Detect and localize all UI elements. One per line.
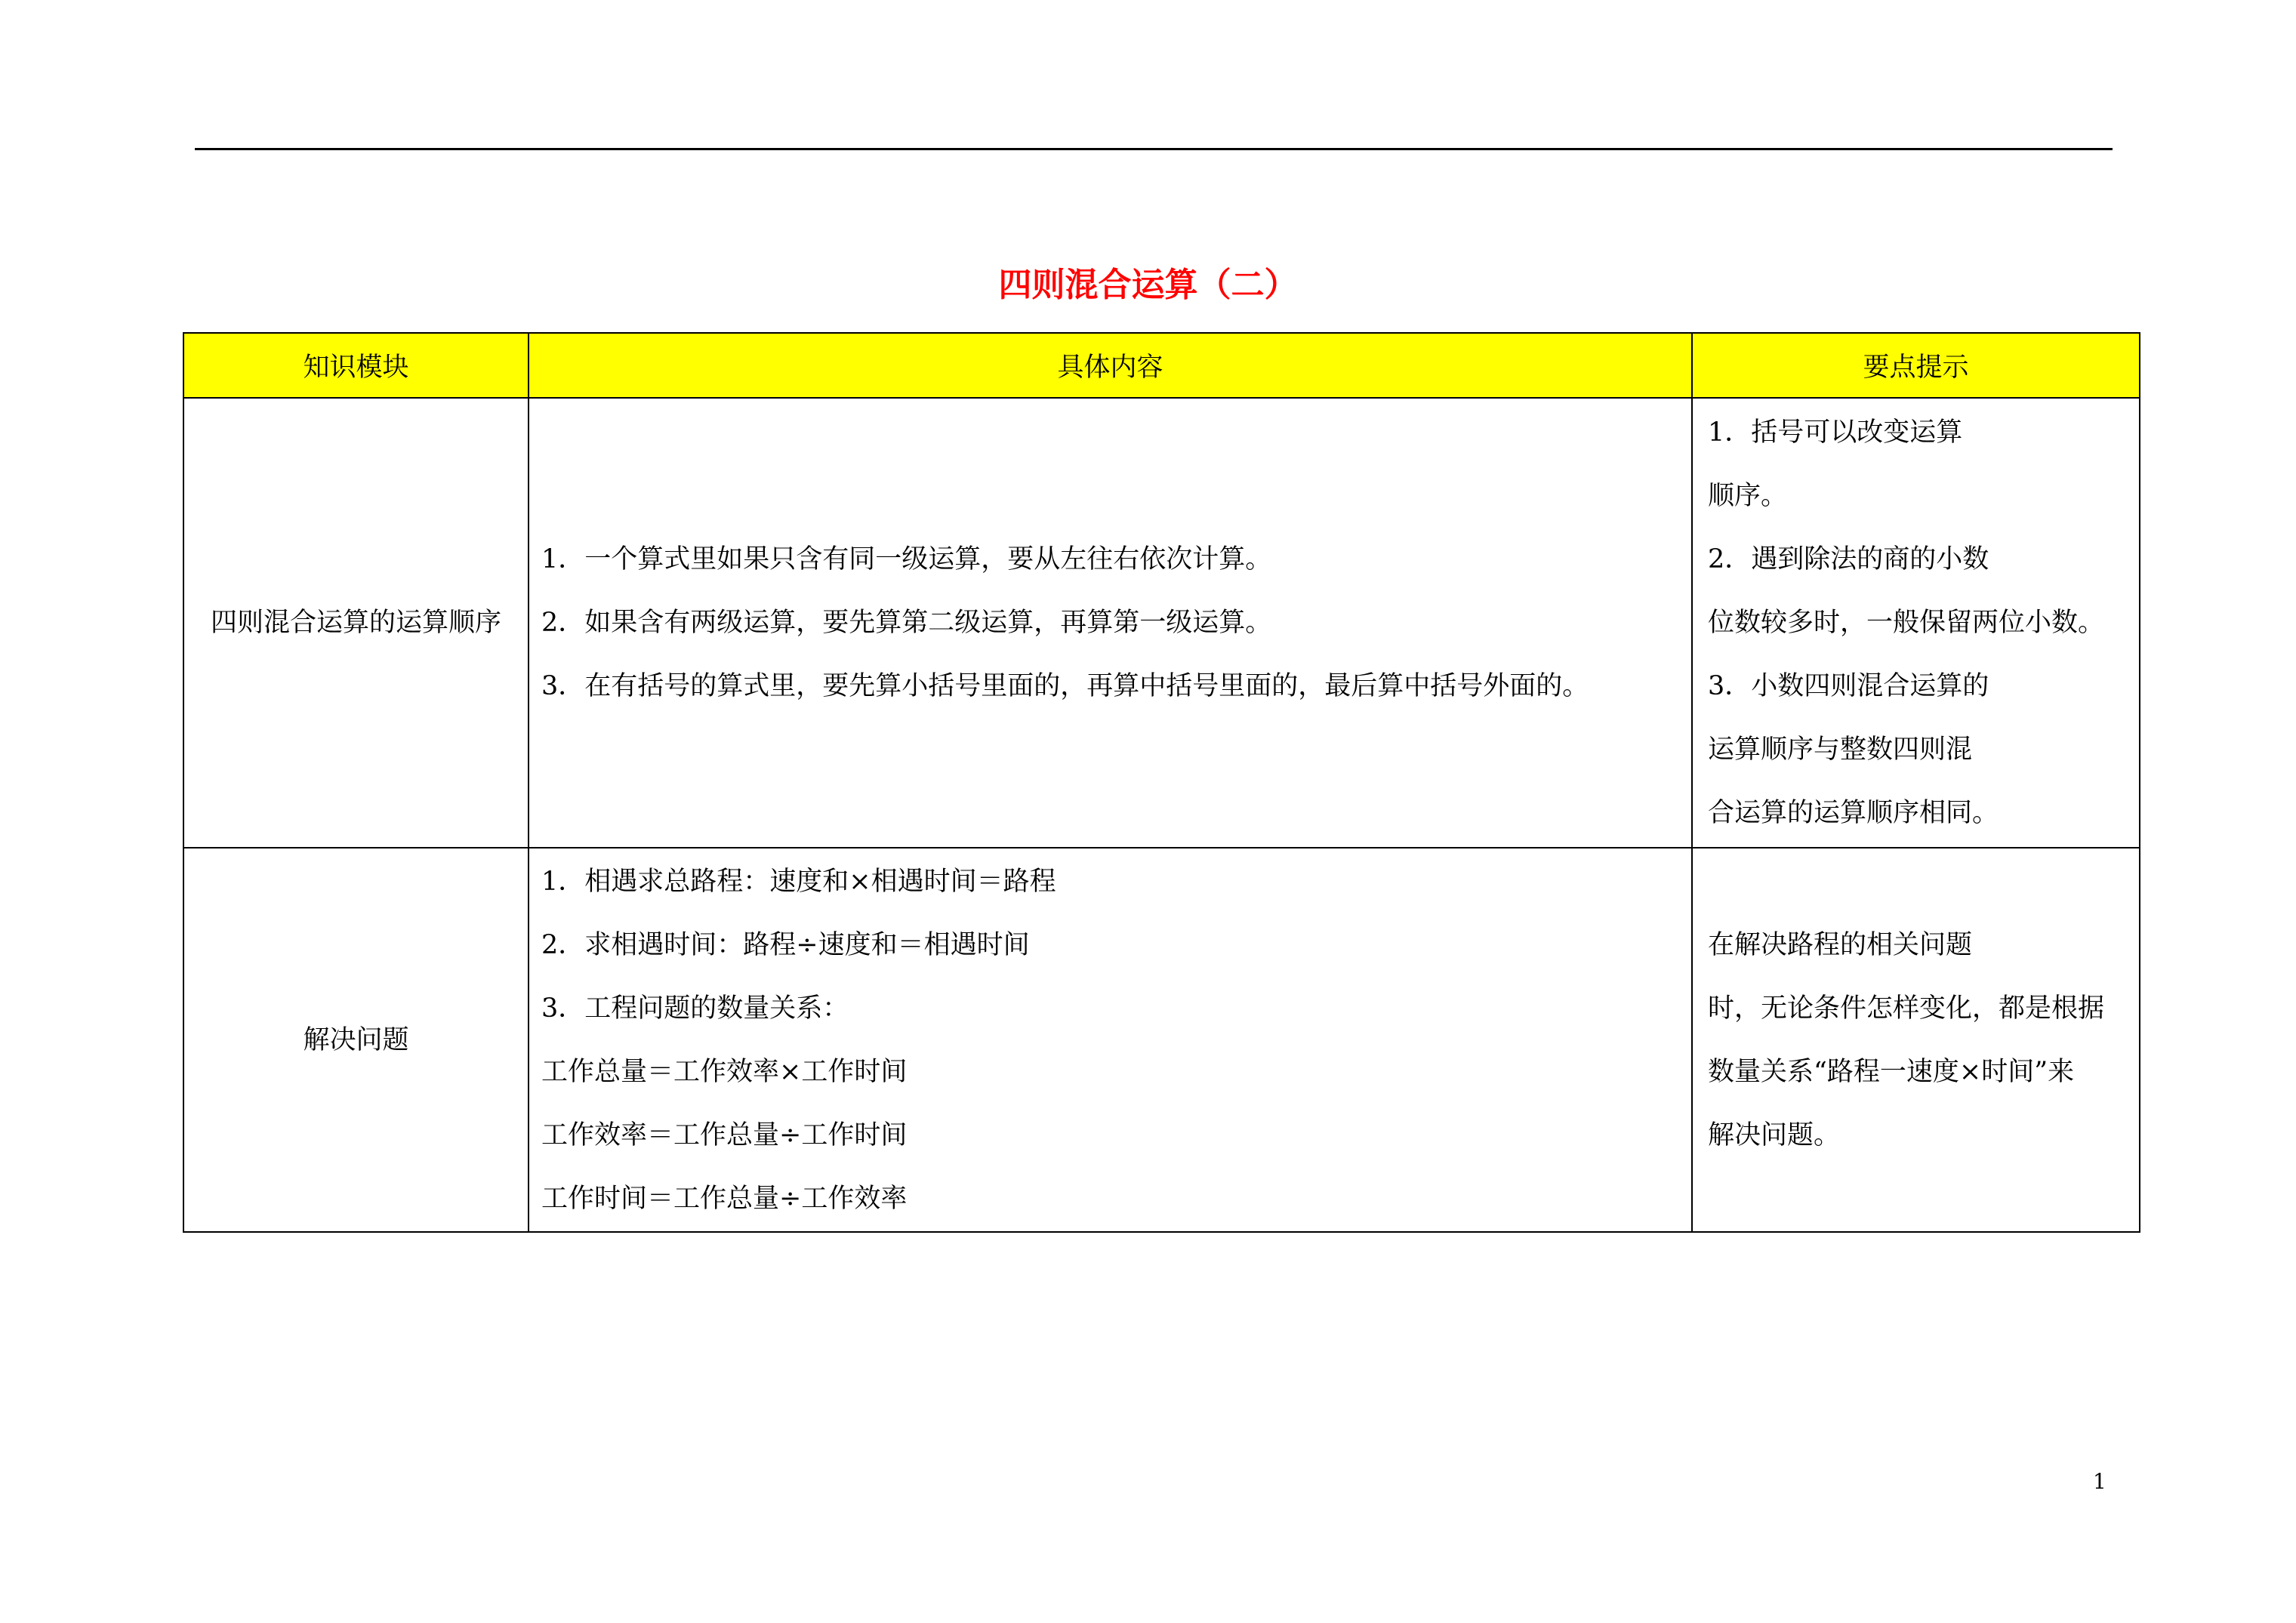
tip-line: 时，无论条件怎样变化，都是根据 [1708, 993, 2105, 1024]
tip-line: 合运算的运算顺序相同。 [1708, 798, 1999, 828]
module-label: 解决问题 [303, 1024, 409, 1055]
module-cell [183, 398, 529, 848]
table-header-row [183, 333, 2140, 398]
header-content: 具体内容 [529, 333, 1692, 398]
content-cell [529, 398, 1692, 848]
content-line: 2．求相遇时间：路程÷速度和＝相遇时间 [541, 929, 1030, 960]
content-line: 工作总量＝工作效率×工作时间 [541, 1056, 908, 1087]
content-line: 1．一个算式里如果只含有同一级运算，要从左往右依次计算。 [541, 544, 1272, 574]
header-module: 知识模块 [183, 333, 529, 398]
header-rule [195, 148, 2113, 150]
tips-cell [1692, 398, 2140, 848]
content-line: 2．如果含有两级运算，要先算第二级运算，再算第一级运算。 [541, 608, 1272, 638]
knowledge-table [183, 332, 2140, 1233]
content-line: 工作时间＝工作总量÷工作效率 [541, 1183, 908, 1214]
content-line: 3．在有括号的算式里，要先算小括号里面的，再算中括号里面的，最后算中括号外面的。 [541, 671, 1589, 701]
tip-line: 解决问题。 [1708, 1119, 1841, 1150]
content-line: 工作效率＝工作总量÷工作时间 [541, 1119, 908, 1150]
table-row [183, 398, 2140, 848]
module-label: 四则混合运算的运算顺序 [210, 608, 501, 638]
tip-line: 2．遇到除法的商的小数 [1708, 544, 1989, 574]
header-tips: 要点提示 [1692, 333, 2140, 398]
tips-cell [1692, 848, 2140, 1232]
module-cell [183, 848, 529, 1232]
content-cell [529, 848, 1692, 1232]
tip-line: 在解决路程的相关问题 [1708, 929, 1973, 960]
tip-line: 位数较多时，一般保留两位小数。 [1708, 608, 2105, 638]
page-number: 1 [2093, 1469, 2106, 1494]
tip-line: 顺序。 [1708, 481, 1788, 511]
document-title: 四则混合运算（二） [998, 266, 1298, 304]
content-line: 3．工程问题的数量关系： [541, 993, 849, 1024]
tip-line: 运算顺序与整数四则混 [1708, 735, 1973, 765]
tip-line: 数量关系“路程一速度×时间”来 [1708, 1056, 2075, 1087]
content-line: 1．相遇求总路程：速度和×相遇时间＝路程 [541, 866, 1056, 897]
tip-line: 3．小数四则混合运算的 [1708, 671, 1989, 701]
table-row [183, 848, 2140, 1232]
tip-line: 1．括号可以改变运算 [1708, 417, 1963, 448]
